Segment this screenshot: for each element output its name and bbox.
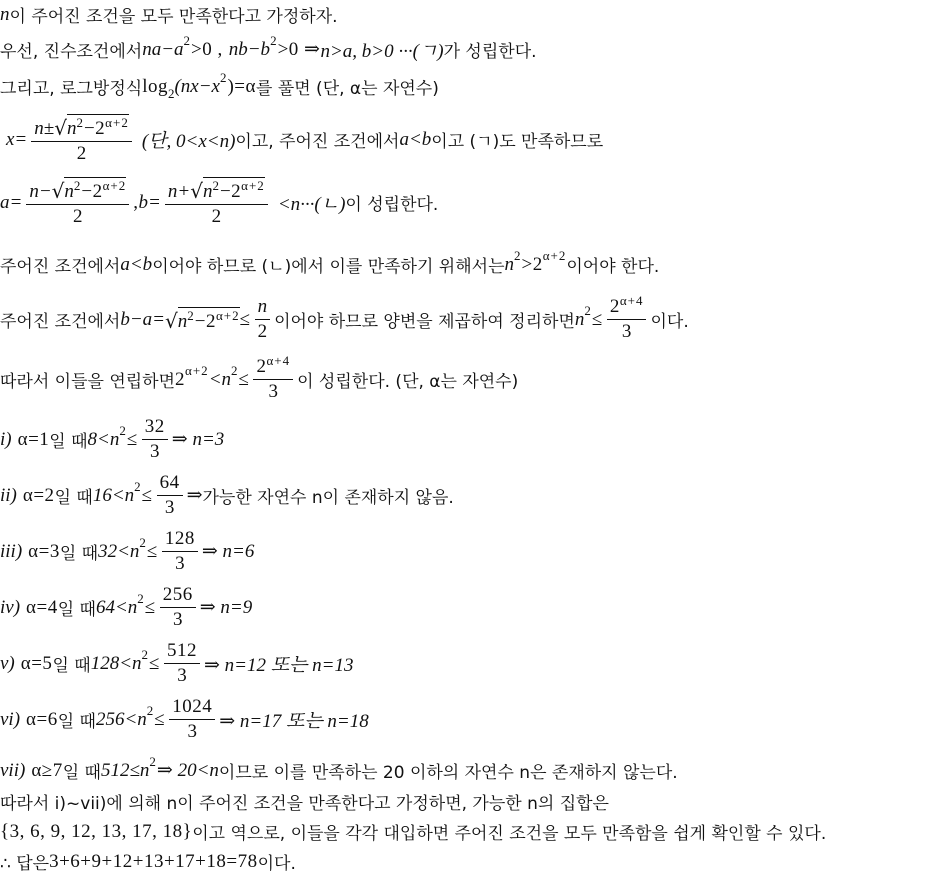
line-roots-ab: a= n− √ n 2 −2 α+2 2 , b= n+ √ n 2 −2 α+2 2 <n···(ㄴ) 이 성립한다. [0,178,439,227]
line-discriminant: 주어진 조건에서 a<b 이어야 하므로 (ㄴ)에서 이를 만족하기 위해서는 n 2 >2 α+2 이어야 한다. [0,247,660,277]
condition: (단, 0<x<n) [141,131,236,152]
exponent: 2 [183,32,192,48]
case-row: iii) α=3 일 때 32<n 2 ≤ $\frac{128}{3}$ ⇒ n=6 [0,528,255,574]
math: na−a [142,38,184,60]
exponent: 2 [219,69,228,85]
math-log: log [142,75,168,97]
sqrt-icon: √ [165,308,178,333]
fraction-a: n− √ n 2 −2 α+2 2 [26,177,129,228]
math: nb−b [228,38,271,60]
fraction-b: n+ √ n 2 −2 α+2 2 [165,177,268,228]
fraction: 2 α+4 3 [607,296,647,343]
text: 가 성립한다. [443,42,537,62]
fraction: 2 α+4 3 [253,356,293,403]
case-row: ii) α=2 일 때 16<n 2 ≤ $\frac{64}{3}$ ⇒ 가능한 자연수 n이 존재하지 않음. [0,472,454,518]
fraction: $\frac{n}{2}$ [255,296,271,343]
math: n>a, b>0 ···(ㄱ) [320,41,444,62]
case-row-vii: vii) α≥7 일 때 512≤n 2 ⇒ 20<n 이므로 이를 만족하는 20 이하의 자연수 n은 존재하지 않는다. [0,753,678,783]
solution-set: {3, 6, 9, 12, 13, 17, 18} [0,820,193,842]
math: x= [6,128,28,150]
exponent: 2 [270,32,278,48]
fraction: n± √ n 2 −2 α+2 2 [31,114,132,165]
line-log-equation [0,69,439,101]
case-row: iv) α=4 일 때 64<n 2 ≤ $\frac{256}{3}$ ⇒ n=9 [0,584,253,630]
math: >0 , [191,38,223,60]
conclusion-line-2: {3, 6, 9, 12, 13, 17, 18} 이고 역으로, 이들을 각각 대입하면 주어진 조건을 모두 만족함을 쉽게 확인할 수 있다. [0,820,827,844]
text: 우선, 진수조건에서 [0,42,143,62]
math: (nx−x [174,75,220,97]
text: 그리고, 로그방정식 [0,79,143,99]
sqrt: √ n 2 −2 α+2 [54,115,129,140]
text: 이 주어진 조건을 모두 만족한다고 가정하자. [9,7,338,27]
answer-expression: 3+6+9+12+13+17+18=78 [49,850,258,872]
text: 를 풀면 (단, α는 자연수) [255,79,439,99]
therefore-icon: ∴ 답은 [0,854,50,874]
sqrt-icon: √ [190,179,203,203]
conclusion-line-1: 따라서 i)~vii)에 의해 n이 주어진 조건을 만족한다고 가정하면, 가능한 n의 집합은 [0,794,609,814]
answer-line: ∴ 답은 3+6+9+12+13+17+18=78 이다. [0,850,296,874]
case-row: vi) α=6 일 때 256<n 2 ≤ $\frac{1024}{3}$ ⇒ n=17 또는 n=18 [0,696,369,742]
line-domain-condition [0,32,537,63]
math: )=α [227,75,256,97]
line-quadratic-solution: x= n± √ n 2 −2 α+2 2 (단, 0<x<n) 이고, 주어진 조건에서 a<b 이고 (ㄱ)도 만족하므로 [6,115,604,164]
sqrt-icon: √ [51,179,65,203]
line-assumption [0,2,338,27]
log-base: 2 [167,85,175,101]
line-combined-inequality: 따라서 이들을 연립하면 2 α+2 <n 2 ≤ 2 α+4 3 이 성립한다. (단, α는 자연수) [0,353,519,402]
case-row: v) α=5 일 때 128<n 2 ≤ $\frac{512}{3}$ ⇒ n=12 또는 n=13 [0,640,354,686]
math: >0 ⇒ [277,39,321,60]
line-difference: 주어진 조건에서 b−a= √ n 2 −2 α+2 ≤ $\frac{n}{2}$ 이어야 하므로 양변을 제곱하여 정리하면 n 2 ≤ 2 α+4 3 이다. [0,293,689,342]
sqrt-icon: √ [54,116,67,140]
math-var: n [0,3,10,25]
case-row: i) α=1 일 때 8<n 2 ≤ $\frac{32}{3}$ ⇒ n=3 [0,416,225,462]
